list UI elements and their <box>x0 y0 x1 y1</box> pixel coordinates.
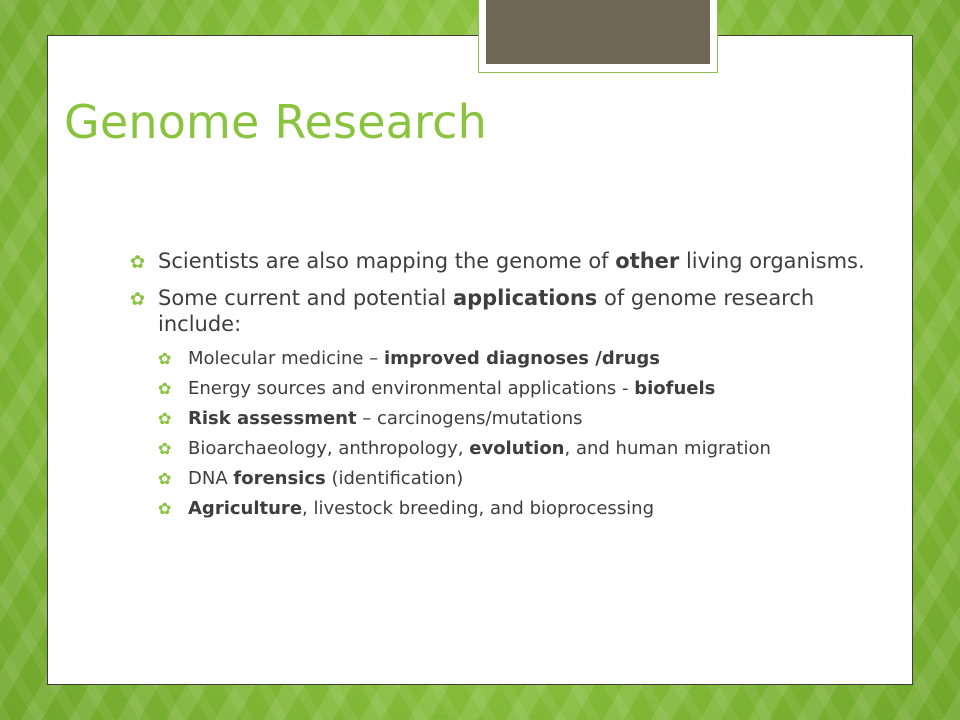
decorative-tab-block <box>486 0 710 64</box>
bullet-text-bold: forensics <box>233 468 326 489</box>
bullet-item <box>130 285 870 337</box>
bullet-text: DNA <box>188 468 234 489</box>
sub-bullet-item <box>158 498 870 520</box>
bullet-text-bold: Agriculture <box>188 498 303 519</box>
slide-title: Genome Research <box>64 95 487 149</box>
sub-bullet-item <box>158 408 870 430</box>
flower-bullet-icon: ✿ <box>158 409 172 428</box>
flower-bullet-icon: ✿ <box>158 439 172 458</box>
bullet-text: Energy sources and environmental applications - <box>188 378 635 399</box>
bullet-text: – carcinogens/mutations <box>356 408 583 429</box>
bullet-text-bold: applications <box>452 286 598 310</box>
flower-bullet-icon: ✿ <box>158 499 172 518</box>
flower-bullet-icon: ✿ <box>158 469 172 488</box>
bullet-text: (identification) <box>325 468 464 489</box>
bullet-item <box>130 248 870 274</box>
sub-bullet-item <box>158 468 870 490</box>
flower-bullet-icon: ✿ <box>158 379 172 398</box>
bullet-text: Scientists are also mapping the genome of <box>158 249 616 273</box>
bullet-text: , and human migration <box>564 438 771 459</box>
bullet-text-bold: improved diagnoses /drugs <box>383 348 661 369</box>
bullet-text: Some current and potential <box>158 286 453 310</box>
bullet-text: , livestock breeding, and bioprocessing <box>302 498 655 519</box>
bullet-list <box>130 248 870 528</box>
sub-bullet-item <box>158 348 870 370</box>
sub-bullet-item <box>158 378 870 400</box>
bullet-text: living organisms. <box>679 249 865 273</box>
flower-bullet-icon: ✿ <box>130 289 146 310</box>
bullet-text-bold: other <box>615 249 680 273</box>
bullet-text: Molecular medicine – <box>188 348 384 369</box>
bullet-text-bold: Risk assessment <box>188 408 357 429</box>
bullet-text: of genome research include: <box>158 286 815 336</box>
flower-bullet-icon: ✿ <box>158 349 172 368</box>
sub-bullet-item <box>158 438 870 460</box>
bullet-text-bold: evolution <box>469 438 565 459</box>
bullet-text: Bioarchaeology, anthropology, <box>188 438 470 459</box>
bullet-text-bold: biofuels <box>634 378 716 399</box>
flower-bullet-icon: ✿ <box>130 252 146 273</box>
